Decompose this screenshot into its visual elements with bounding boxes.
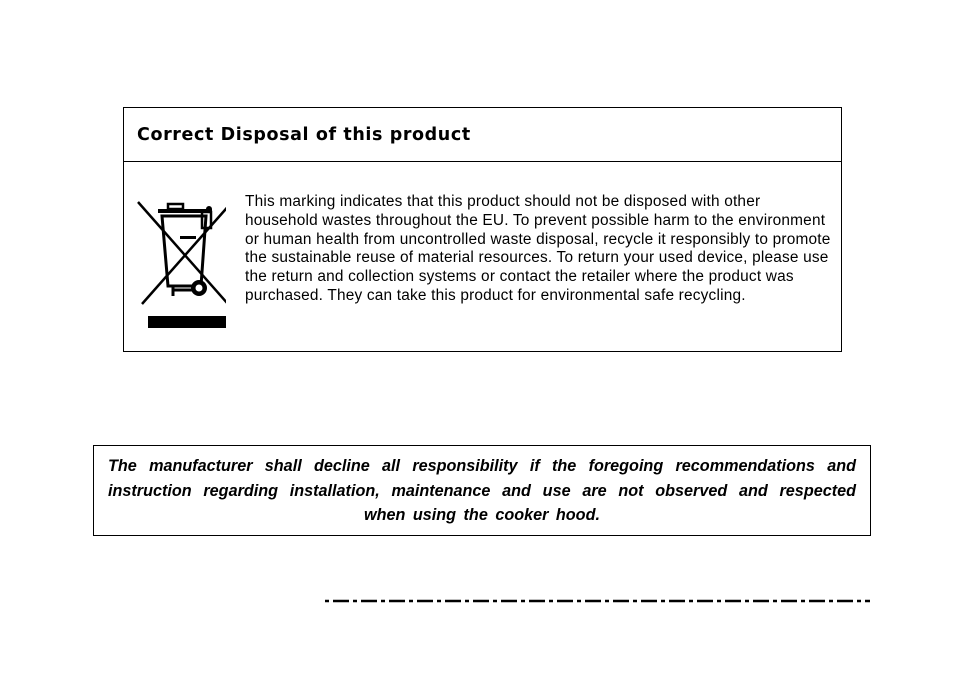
liability-notice-text: The manufacturer shall decline all responsibility if the foregoing recommendations and instruction regarding installation, maintenance and use are not observed and respected when using the cooker hood. bbox=[108, 457, 856, 524]
disposal-section bbox=[123, 107, 842, 352]
decorative-dash-line bbox=[325, 596, 870, 606]
disposal-title: Correct Disposal of this product bbox=[124, 108, 841, 162]
crossed-out-wheelie-bin-icon bbox=[136, 194, 226, 328]
liability-notice bbox=[93, 445, 871, 536]
disposal-description: This marking indicates that this product should not be disposed with other household wastes throughout the EU. To prevent possible harm to the environment or human health from uncontrolled waste disposal, recycle it responsibly to promote the sustainable reuse of material resources. To return your used device, please use the return and collection systems or contact the retailer where the product was purchased. They can take this product for environmental safe recycling. bbox=[245, 193, 831, 304]
